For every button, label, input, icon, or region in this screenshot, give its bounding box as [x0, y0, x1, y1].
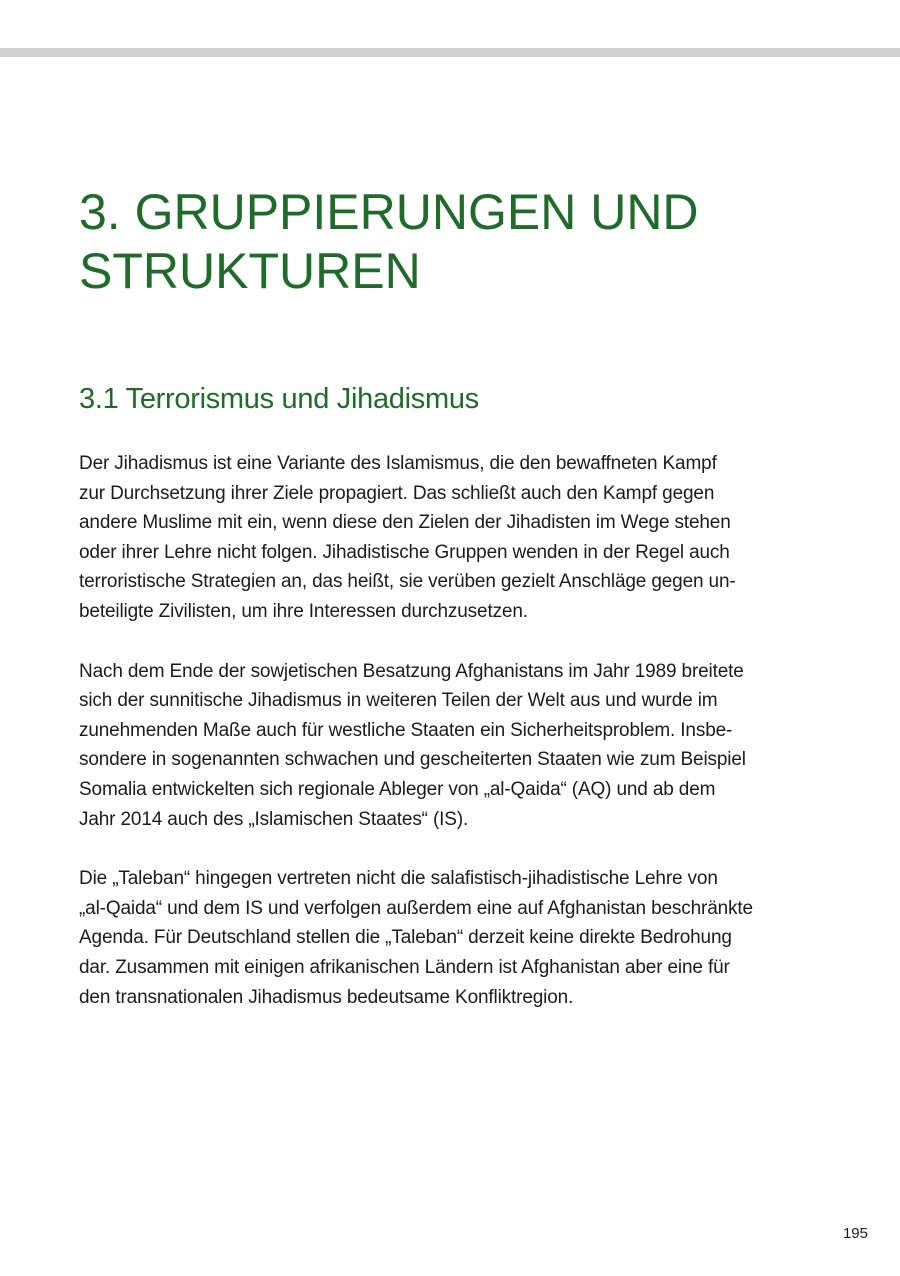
text-line: Jahr 2014 auch des „Islamischen Staates“ (IS). [79, 808, 469, 830]
paragraph-2 [79, 657, 839, 835]
text-line: Nach dem Ende der sowjetischen Besatzung Afghanistans im Jahr 1989 breitete [79, 660, 744, 682]
text-line: sondere in sogenannten schwachen und gescheiterten Staaten wie zum Beispiel [79, 749, 746, 771]
top-rule [0, 48, 900, 57]
text-line: zunehmenden Maße auch für westliche Staaten ein Sicherheitsproblem. Insbe- [79, 719, 733, 741]
text-line: oder ihrer Lehre nicht folgen. Jihadistische Gruppen wenden in der Regel auch [79, 541, 730, 563]
paragraph-3 [79, 864, 839, 1012]
text-line: sich der sunnitische Jihadismus in weiteren Teilen der Welt aus und wurde im [79, 690, 718, 712]
text-line: andere Muslime mit ein, wenn diese den Zielen der Jihadisten im Wege stehen [79, 512, 731, 534]
text-line: den transnationalen Jihadismus bedeutsame Konfliktregion. [79, 986, 574, 1008]
paragraph-1 [79, 449, 839, 627]
text-line: zur Durchsetzung ihrer Ziele propagiert. Das schließt auch den Kampf gegen [79, 482, 715, 504]
text-line: Somalia entwickelten sich regionale Ableger von „al-Qaida“ (AQ) und ab dem [79, 778, 716, 800]
chapter-title [79, 183, 839, 301]
text-line: terroristische Strategien an, das heißt, sie verüben gezielt Anschläge gegen un- [79, 571, 736, 593]
body-text [79, 449, 839, 1042]
text-line: „al-Qaida“ und dem IS und verfolgen außerdem eine auf Afghanistan beschränkte [79, 897, 753, 919]
text-line: Agenda. Für Deutschland stellen die „Taleban“ derzeit keine direkte Bedrohung [79, 927, 732, 949]
page-number: 195 [842, 1225, 868, 1242]
text-line: dar. Zusammen mit einigen afrikanischen Ländern ist Afghanistan aber eine für [79, 956, 730, 978]
text-line: Die „Taleban“ hingegen vertreten nicht die salafistisch-jihadistische Lehre von [79, 868, 718, 890]
chapter-title-line: STRUKTUREN [79, 243, 421, 299]
text-line: Der Jihadismus ist eine Variante des Islamismus, die den bewaffneten Kampf [79, 453, 717, 474]
section-title: 3.1 Terrorismus und Jihadismus [79, 383, 479, 415]
text-line: beteiligte Zivilisten, um ihre Interessen durchzusetzen. [79, 600, 528, 622]
chapter-title-line: 3. GRUPPIERUNGEN UND [79, 184, 699, 240]
